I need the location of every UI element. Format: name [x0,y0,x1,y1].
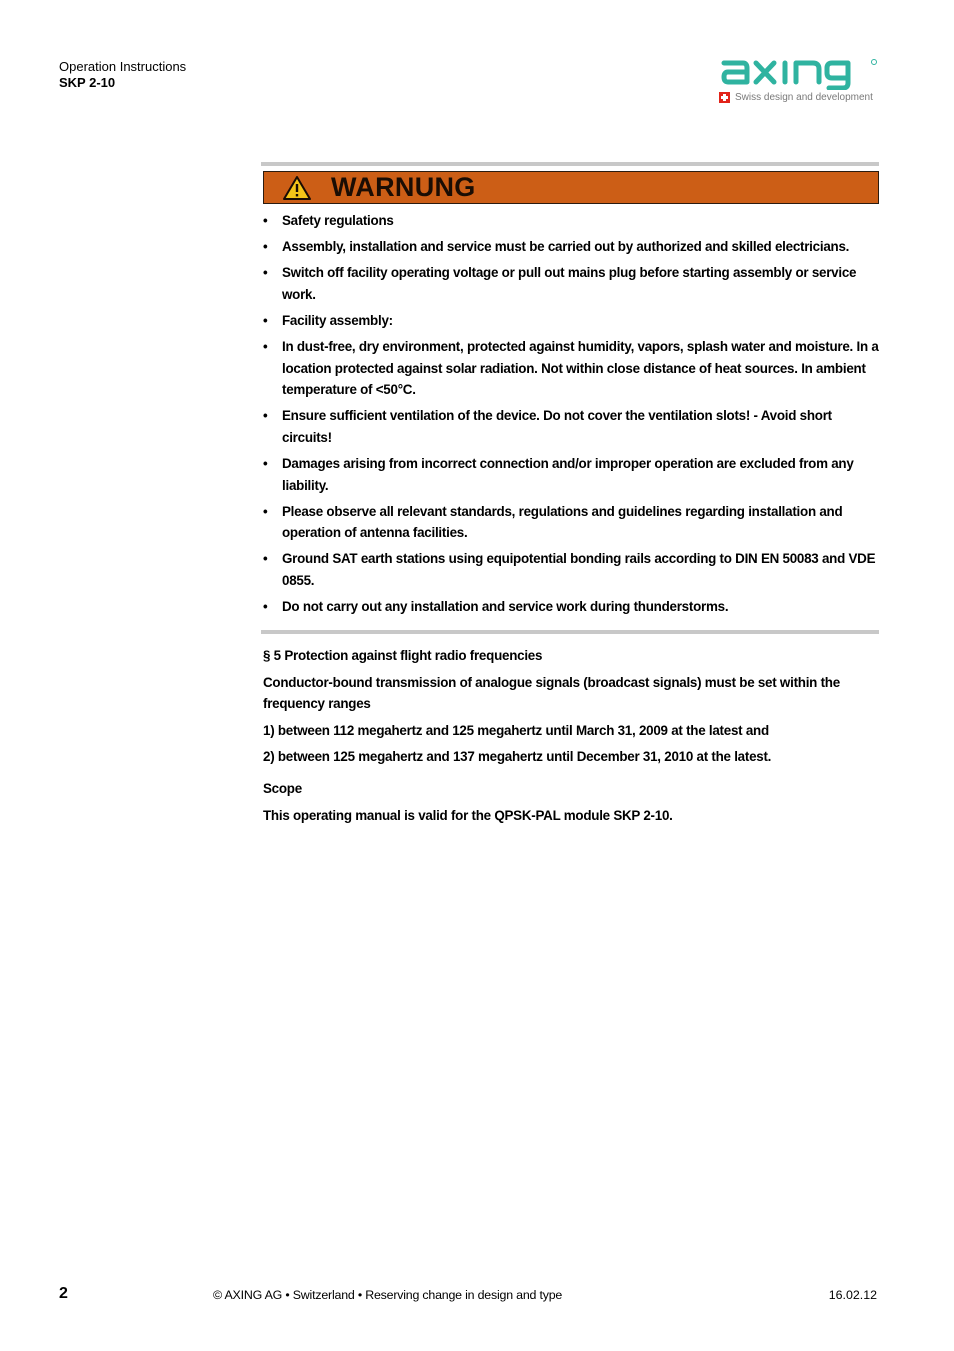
scope-text: This operating manual is valid for the QPSK-PAL module SKP 2-10. [263,807,673,823]
list-item: • Switch off facility operating voltage or pull out mains plug before starting assembly or service work. [263,262,879,305]
list-item: • Ground SAT earth stations using equipotential bonding rails according to DIN EN 50083 and VDE 0855. [263,548,879,591]
list-item: • Do not carry out any installation and service work during thunderstorms. [263,596,879,618]
list-item: • Ensure sufficient ventilation of the device. Do not cover the ventilation slots! - Avoid short circuits! [263,405,879,448]
bottom-divider [261,630,879,634]
footer-copyright: © AXING AG • Switzerland • Reserving change in design and type [213,1288,563,1302]
frequency-range-2: 2) between 125 megahertz and 137 megahertz until December 31, 2010 at the latest. [263,749,772,765]
axing-wordmark-logo [719,56,881,90]
list-item: • Assembly, installation and service must be carried out by authorized and skilled electricians. [263,236,879,258]
section-heading: § 5 Protection against flight radio frequencies [263,648,543,663]
list-item: • Damages arising from incorrect connection and/or improper operation are excluded from any liability. [263,453,879,496]
list-item: • Safety regulations [263,210,879,232]
swiss-flag-icon [719,92,730,103]
section-intro: Conductor-bound transmission of analogue signals (broadcast signals) must be set within the frequency ranges [263,674,840,712]
warning-triangle-icon [282,175,312,201]
frequency-range-1: 1) between 112 megahertz and 125 megahertz until March 31, 2009 at the latest and [263,722,769,738]
doc-type: Operation Instructions [59,59,187,74]
list-item: • Please observe all relevant standards, regulations and guidelines regarding installation and operation of antenna facilities. [263,501,879,544]
list-item: • In dust-free, dry environment, protected against humidity, vapors, splash water and moisture. In a location protected against solar radiation. Not within close distance of heat sources. In ambient temperature of <50°C. [263,336,879,401]
safety-list [263,210,879,622]
scope-heading: Scope [263,780,302,796]
doc-model: SKP 2-10 [59,75,116,90]
page-number: 2 [59,1285,68,1302]
logo-tagline: Swiss design and development [735,91,873,103]
warning-banner [263,171,879,204]
brand-logo [719,56,881,104]
top-divider [261,162,879,166]
footer-date: 16.02.12 [828,1288,877,1302]
list-item: • Facility assembly: [263,310,879,332]
frequency-section [263,645,879,826]
warning-title: WARNUNG [331,172,476,202]
